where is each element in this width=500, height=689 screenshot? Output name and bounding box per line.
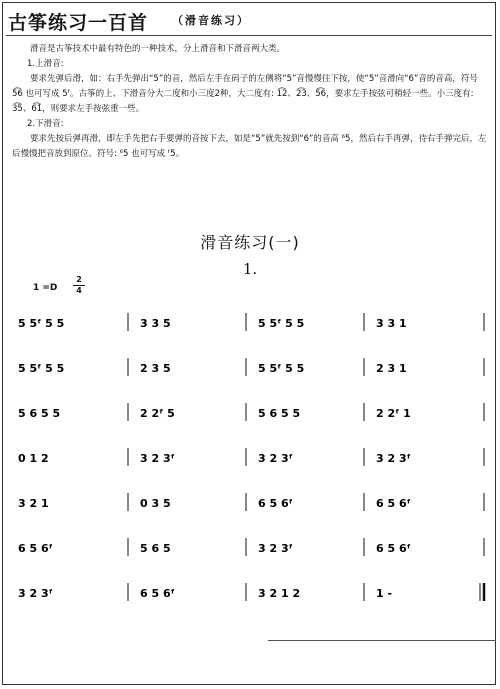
measure: 3 3 5 [140,317,171,330]
title-divider [6,35,492,36]
measure: 1 - [376,587,393,600]
measure: 3 2 3ᶠ [18,587,53,600]
key-signature: 1 =D [33,283,58,293]
exercise-number: 1. [242,260,258,278]
measure: 6 5 6ᶠ [376,542,411,555]
notation-score [0,300,500,630]
intro-paragraph: 滑音是古筝技术中最有特色的一种技术，分上滑音和下滑音两大类。 [30,44,286,54]
measure: 3 2 1 2 [258,587,301,600]
measure: 3 2 3ᶠ [258,542,293,555]
intro-heading-downward-slide: 2.下滑音: [27,119,64,129]
page-title: 古筝练习一百首 [8,12,149,34]
intro-paragraph: 要求先按后弹再滑，即左手先把右手要弹的音按下去，如是“5”就先按到“6”的音高 ⁶5，然后右手再弹，待右手弹完后，左后慢慢把音放到原位。符号: ⁶5 也可写成 ᶠ5。 [12,134,487,159]
measure: 5 5ᶠ 5 5 [18,362,65,375]
meter-top: 2 [76,275,82,284]
measure: 2 2ᶠ 5 [140,407,175,420]
measure: 3 2 1 [18,497,49,510]
measure: 6 5 6ᶠ [140,587,175,600]
measure: 0 1 2 [18,452,49,465]
measure: 5 5ᶠ 5 5 [18,317,65,330]
measure: 5 6 5 [140,542,171,555]
measure: 5 6 5 5 [18,407,61,420]
intro-text [12,42,488,162]
measure: 2 3 1 [376,362,407,375]
bottom-divider [268,640,496,641]
measure: 2 2ᶠ 1 [376,407,411,420]
meter-bottom: 4 [76,286,82,295]
measure: 5 5ᶠ 5 5 [258,317,305,330]
measure: 3 3 1 [376,317,407,330]
intro-paragraph: 要求先弹后滑，如：右手先弹出“5”的音，然后左手在码子的左侧将“5”音慢慢往下按，使“5”音滑向“6”音的音高，符号 5͡6 也可写成 5ᶠ。古筝的上、下滑音分大二度和小三度2种，大二度有: 1͡2、2͡3、5͡6，要求左手按弦可稍轻一些。小三度有: 3͡5、6͡1̇，则要求左手按弦重一些。 [12,74,478,114]
measure: 3 2 3ᶠ [258,452,293,465]
measure: 5 6 5 5 [258,407,301,420]
measure: 0 3 5 [140,497,171,510]
exercise-title: 滑音练习(一) [200,233,300,252]
measure: 3 2 3ᶠ [376,452,411,465]
measure: 2 3 5 [140,362,171,375]
intro-heading-upward-slide: 1.上滑音: [27,59,64,69]
measure: 6 5 6ᶠ [376,497,411,510]
measure: 3 2 3ᶠ [140,452,175,465]
measure: 6 5 6ᶠ [18,542,53,555]
measure: 5 5ᶠ 5 5 [258,362,305,375]
page-subtitle: （滑音练习） [172,14,250,27]
time-signature [73,276,85,295]
measure: 6 5 6ᶠ [258,497,293,510]
